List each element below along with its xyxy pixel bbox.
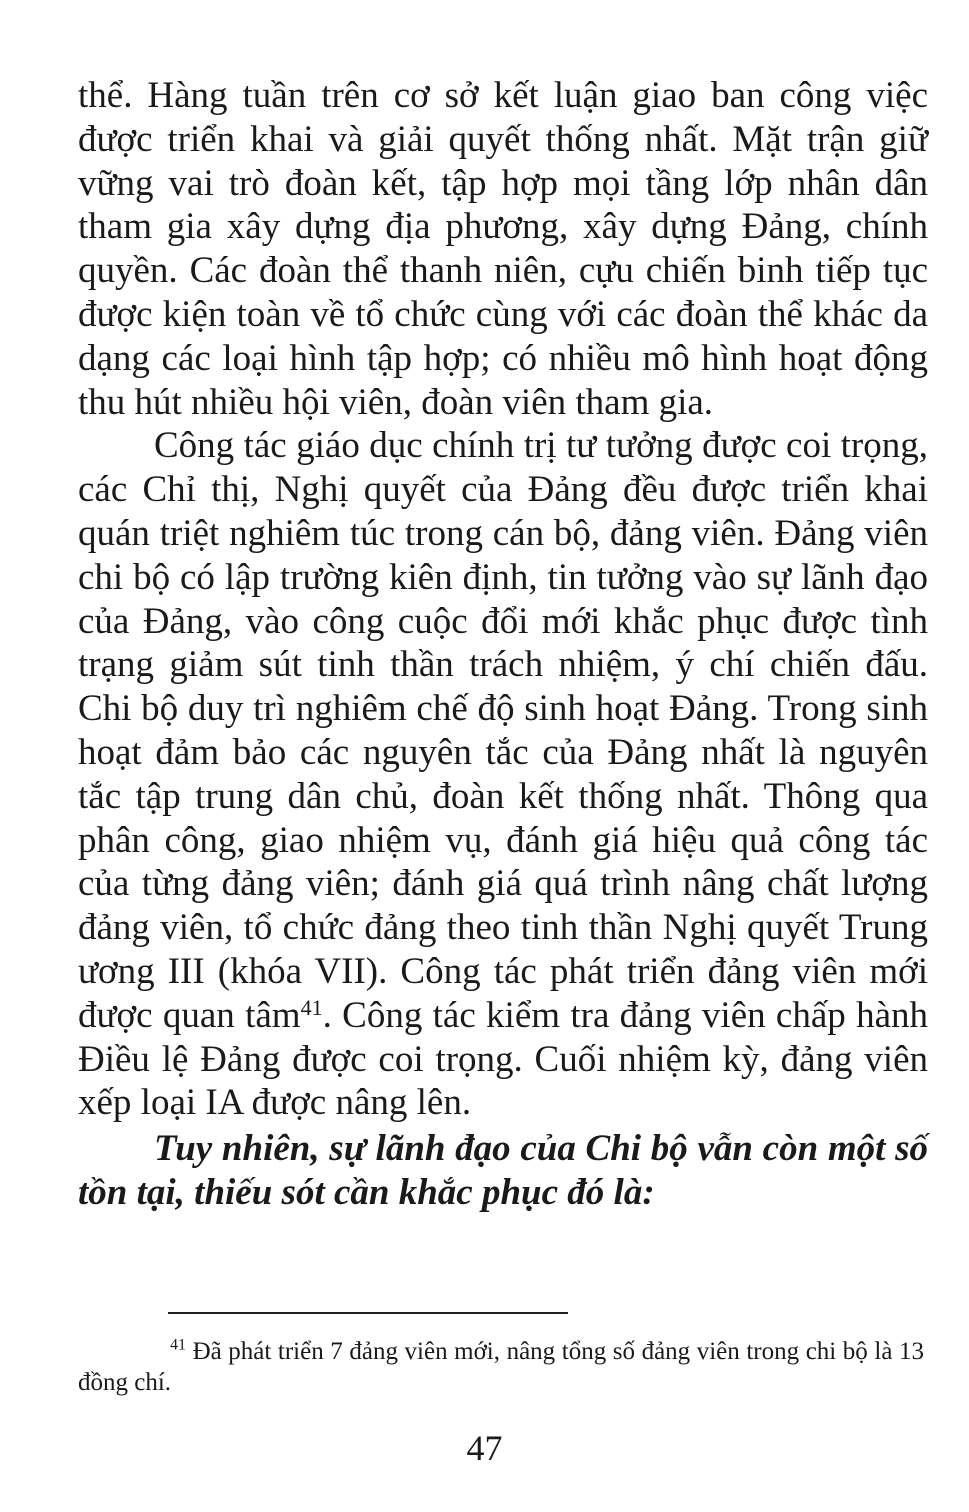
footnote-text: Đã phát triển 7 đảng viên mới, nâng tổng số đảng viên trong chi bộ là 13 đồng chí. bbox=[78, 1338, 924, 1396]
paragraph-continuation: thể. Hàng tuần trên cơ sở kết luận giao ban công việc được triển khai và giải quyết thống nhất. Mặt trận giữ vững vai trò đoàn kết, tập hợp mọi tầng lớp nhân dân tham gia xây dựng địa phương, xây dựng Đảng, chính quyền. Các đoàn thể thanh niên, cựu chiến binh tiếp tục được kiện toàn về tổ chức cùng với các đoàn thể khác da dạng các loại hình tập hợp; có nhiều mô hình hoạt động thu hút nhiều hội viên, đoàn viên tham gia. bbox=[78, 75, 928, 423]
paragraph-political-education bbox=[78, 424, 928, 1125]
paragraph-text-before-footnote: Công tác giáo dục chính trị tư tưởng được coi trọng, các Chỉ thị, Nghị quyết của Đảng đều được triển khai quán triệt nghiêm túc trong cán bộ, đảng viên. Đảng viên chi bộ có lập trường kiên định, tin tưởng vào sự lãnh đạo của Đảng, vào công cuộc đổi mới khắc phục được tình trạng giảm sút tinh thần trách nhiệm, ý chí chiến đấu. Chi bộ duy trì nghiêm chế độ sinh hoạt Đảng. Trong sinh hoạt đảm bảo các nguyên tắc của Đảng nhất là nguyên tắc tập trung dân chủ, đoàn kết thống nhất. Thông qua phân công, giao nhiệm vụ, đánh giá hiệu quả công tác của từng đảng viên; đánh giá quá trình nâng chất lượng đảng viên, tổ chức đảng theo tinh thần Nghị quyết Trung ương III (khóa VII). Công tác phát triển đảng viên mới được quan tâm bbox=[78, 425, 928, 1036]
footnote bbox=[78, 1336, 924, 1398]
page-body bbox=[78, 74, 928, 1215]
paragraph-text-after-footnote: . Công tác kiểm tra đảng viên chấp hành Điều lệ Đảng được coi trọng. Cuối nhiệm kỳ, đảng viên xếp loại IA được nâng lên. bbox=[78, 994, 929, 1124]
paragraph-shortcomings-heading: Tuy nhiên, sự lãnh đạo của Chi bộ vẫn còn một số tồn tại, thiếu sót cần khắc phục đó là: bbox=[78, 1128, 928, 1213]
footnote-divider bbox=[168, 1312, 568, 1314]
footnote-number: 41 bbox=[170, 1336, 186, 1354]
page-number: 47 bbox=[466, 1428, 503, 1468]
footnote-reference: 41 bbox=[300, 995, 323, 1021]
